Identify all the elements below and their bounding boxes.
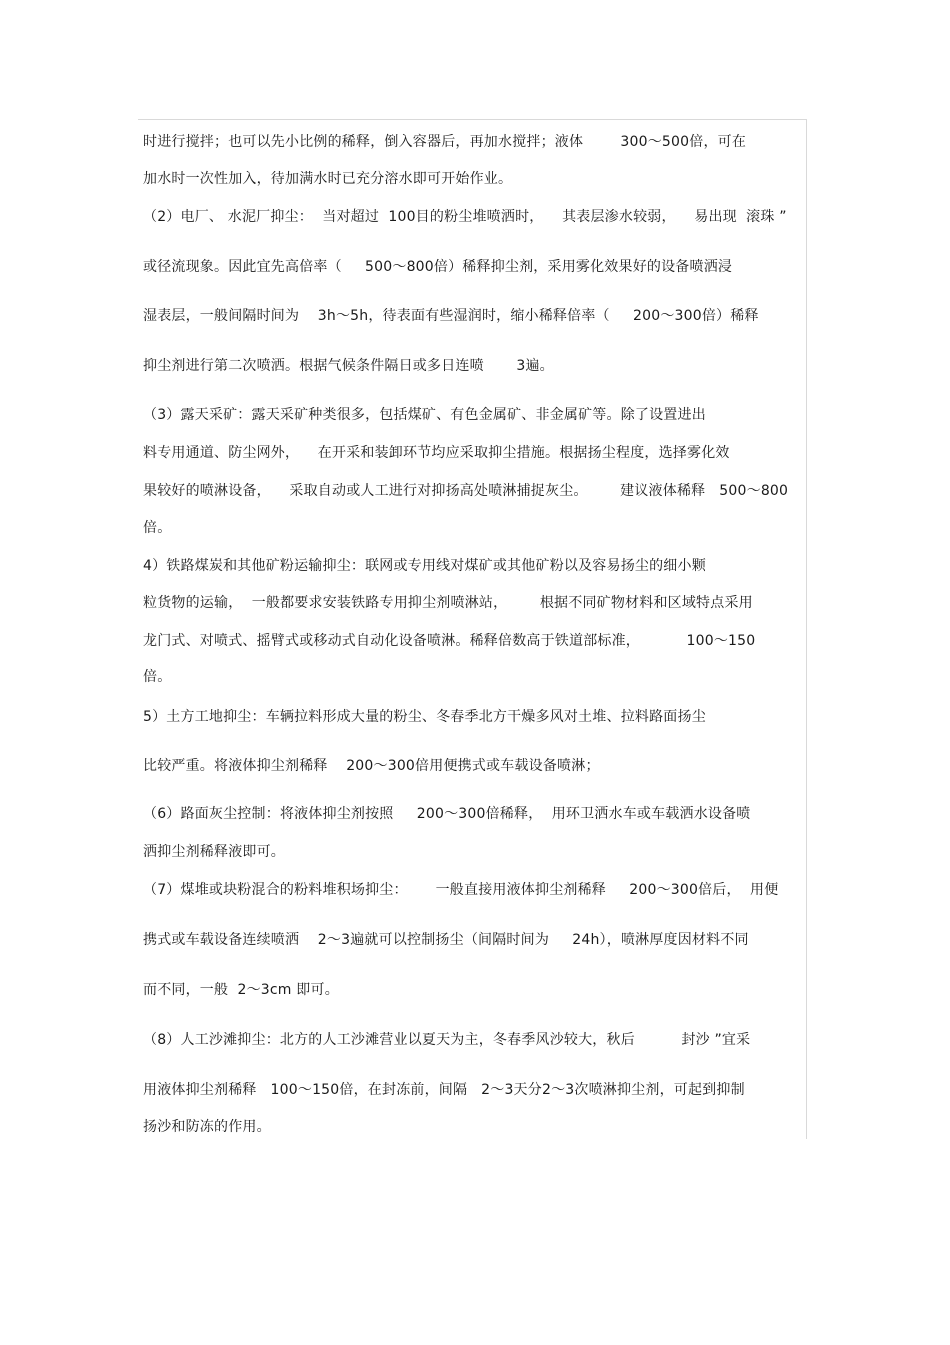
text-line: 抑尘剂进行第二次喷洒。根据气候条件隔日或多日连喷 3遍。 xyxy=(143,358,554,374)
text-line: 粒货物的运输， 一般都要求安装铁路专用抑尘剂喷淋站， 根据不同矿物材料和区域特点采用 xyxy=(143,595,753,611)
text-line: 果较好的喷淋设备， 采取自动或人工进行对抑扬高处喷淋捕捉灰尘。 建议液体稀释 500～800 xyxy=(143,483,789,499)
text-line: （6）路面灰尘控制：将液体抑尘剂按照 200～300倍稀释， 用环卫洒水车或车载洒水设备喷 xyxy=(143,806,751,822)
text-line: （8）人工沙滩抑尘：北方的人工沙滩营业以夏天为主，冬春季风沙较大，秋后 封沙 ”宜采 xyxy=(143,1032,751,1048)
text-line: 时进行搅拌；也可以先小比例的稀释，倒入容器后，再加水搅拌；液体 300～500倍，可在 xyxy=(143,134,747,150)
text-line: 倍。 xyxy=(143,669,172,685)
text-line: 5）土方工地抑尘：车辆拉料形成大量的粉尘、冬春季北方干燥多风对土堆、拉料路面扬尘 xyxy=(143,709,706,725)
text-line: 而不同，一般 2～3cm 即可。 xyxy=(143,982,339,998)
text-line: 倍。 xyxy=(143,520,172,536)
text-line: 龙门式、对喷式、摇臂式或移动式自动化设备喷淋。稀释倍数高于铁道部标准， 100～150 xyxy=(143,633,756,649)
text-line: （7）煤堆或块粉混合的粉料堆积场抑尘： 一般直接用液体抑尘剂稀释 200～300倍后， 用便 xyxy=(143,882,779,898)
text-line: 湿表层，一般间隔时间为 3h～5h，待表面有些湿润时，缩小稀释倍率（ 200～300倍）稀释 xyxy=(143,308,759,324)
text-line: 洒抑尘剂稀释液即可。 xyxy=(143,844,285,860)
text-line: 比较严重。将液体抑尘剂稀释 200～300倍用便携式或车载设备喷淋； xyxy=(143,758,600,774)
text-line: （3）露天采矿：露天采矿种类很多，包括煤矿、有色金属矿、非金属矿等。除了设置进出 xyxy=(143,407,706,423)
text-line: 用液体抑尘剂稀释 100～150倍，在封冻前，间隔 2～3天分2～3次喷淋抑尘剂，可起到抑制 xyxy=(143,1082,745,1098)
page-frame-top-border xyxy=(138,119,806,120)
text-line: 扬沙和防冻的作用。 xyxy=(143,1119,271,1135)
text-line: 携式或车载设备连续喷洒 2～3遍就可以控制扬尘（间隔时间为 24h），喷淋厚度因材料不同 xyxy=(143,932,749,948)
text-line: （2）电厂、 水泥厂抑尘： 当对超过 100目的粉尘堆喷洒时， 其表层渗水较弱， 易出现 滚珠 ” xyxy=(143,209,787,225)
text-line: 加水时一次性加入，待加满水时已充分溶水即可开始作业。 xyxy=(143,171,513,187)
text-line: 或径流现象。因此宜先高倍率（ 500～800倍）稀释抑尘剂，采用雾化效果好的设备喷洒浸 xyxy=(143,259,733,275)
text-line: 4）铁路煤炭和其他矿粉运输抑尘：联网或专用线对煤矿或其他矿粉以及容易扬尘的细小颗 xyxy=(143,558,706,574)
text-line: 料专用通道、防尘网外， 在开采和装卸环节均应采取抑尘措施。根据扬尘程度，选择雾化效 xyxy=(143,445,730,461)
